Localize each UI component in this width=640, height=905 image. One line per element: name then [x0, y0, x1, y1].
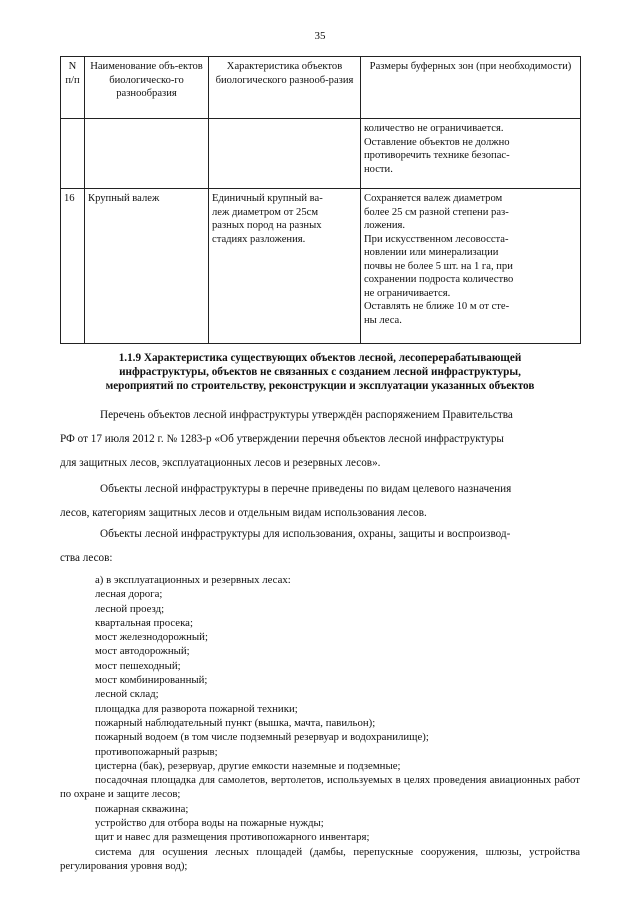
header-buffer-zone: Размеры буферных зон (при необходимости) — [361, 57, 581, 119]
cell-number — [61, 119, 85, 189]
text-line: новлении или минерализации — [364, 247, 499, 258]
text-line: ны леса. — [364, 314, 402, 326]
table-row — [61, 119, 581, 189]
text-line: РФ от 17 июля 2012 г. № 1283-р «Об утверждении перечня объектов лесной инфраструктуры — [60, 433, 504, 445]
list-item: лесной склад; — [95, 688, 159, 701]
text-line: Сохраняется валеж диаметром — [364, 193, 503, 204]
paragraph-regulation — [60, 403, 580, 475]
cell-object-name — [85, 119, 209, 189]
list-item: мост железнодорожный; — [95, 631, 208, 644]
section-heading — [60, 351, 580, 393]
list-item: цистерна (бак), резервуар, другие емкости наземные и подземные; — [95, 759, 401, 772]
text-line: более 25 см разной степени раз- — [364, 206, 509, 218]
list-item: устройство для отбора воды на пожарные нужды; — [95, 817, 324, 830]
paragraph-list-description — [60, 477, 580, 525]
page-number: 35 — [314, 30, 326, 42]
text-line: стадиях разложения. — [212, 233, 306, 245]
list-item: пожарный наблюдательный пункт (вышка, мачта, павильон); — [95, 716, 376, 729]
text-line: Единичный крупный ва- — [212, 193, 323, 204]
header-object-name: Наименование объ-ектов биологическо-го разнообразия — [85, 57, 209, 119]
list-item: противопожарный разрыв; — [95, 745, 218, 758]
text-line: сохранении подроста количество — [364, 274, 514, 285]
text-line: Оставление объектов не должно — [364, 136, 510, 148]
list-item: мост пешеходный; — [95, 659, 181, 672]
list-item: пожарная скважина; — [95, 802, 189, 815]
text-line: лесов, категориям защитных лесов и отдельным видам использования лесов. — [60, 507, 427, 519]
list-item: щит и навес для размещения противопожарного инвентаря; — [95, 831, 370, 844]
list-item: квартальная просека; — [95, 616, 193, 629]
text-line: Оставлять не ближе 10 м от сте- — [364, 301, 510, 312]
cell-buffer-zone — [361, 189, 581, 344]
heading-line: мероприятий по строительству, реконструкции и эксплуатации указанных объектов — [105, 380, 535, 392]
text-line: ства лесов: — [60, 552, 113, 564]
list-item: площадка для разворота пожарной техники; — [95, 702, 298, 715]
text-line: Объекты лесной инфраструктуры для использования, охраны, защиты и воспроизвод- — [100, 528, 511, 540]
text-line: разных пород на разных — [212, 220, 322, 231]
cell-characteristic — [209, 189, 361, 344]
biodiversity-table — [60, 56, 581, 344]
text-line: При искусственном лесовосста- — [364, 233, 509, 245]
heading-line: 1.1.9 Характеристика существующих объектов лесной, лесоперерабатывающей — [118, 352, 522, 364]
header-characteristic: Характеристика объектов биологического разнооб-разия — [209, 57, 361, 119]
text-line: противоречить технике безопас- — [364, 150, 510, 161]
text-line: леж диаметром от 25см — [212, 206, 319, 218]
text-line: для защитных лесов, эксплуатационных лесов и резервных лесов». — [60, 457, 381, 469]
cell-buffer-zone — [361, 119, 581, 189]
text-line: почвы не более 5 шт. на 1 га, при — [364, 260, 513, 272]
cell-number: 16 — [61, 189, 85, 344]
cell-object-name: Крупный валеж — [85, 189, 209, 344]
text-line: количество не ограничивается. — [364, 123, 504, 134]
text-line: ности. — [364, 163, 393, 175]
list-item: а) в эксплуатационных и резервных лесах: — [95, 574, 291, 586]
list-item: пожарный водоем (в том числе подземный резервуар и водохранилище); — [95, 731, 429, 744]
text-line: ложения. — [364, 220, 406, 231]
list-item: лесной проезд; — [95, 602, 165, 615]
list-item: посадочная площадка для самолетов, вертолетов, используемых в целях проведения авиационных работ по охране и защите лесов; — [60, 774, 580, 801]
list-item: лесная дорога; — [95, 588, 163, 601]
text-line: Объекты лесной инфраструктуры в перечне приведены по видам целевого назначения — [100, 483, 512, 495]
table-row — [61, 189, 581, 344]
infrastructure-list — [60, 573, 580, 873]
list-item: система для осушения лесных площадей (дамбы, перепускные сооружения, шлюзы, устройства регулирования уровня вод); — [60, 845, 580, 872]
list-item: мост комбинированный; — [95, 674, 208, 687]
paragraph-objects-intro — [60, 522, 580, 570]
text-line: не ограничивается. — [364, 287, 451, 299]
list-item: мост автодорожный; — [95, 645, 190, 658]
cell-characteristic — [209, 119, 361, 189]
heading-line: инфраструктуры, объектов не связанных с созданием лесной инфраструктуры, — [119, 366, 521, 378]
header-number: N п/п — [61, 57, 85, 119]
text-line: Перечень объектов лесной инфраструктуры утверждён распоряжением Правительства — [100, 409, 513, 421]
table-header-row — [61, 57, 581, 119]
